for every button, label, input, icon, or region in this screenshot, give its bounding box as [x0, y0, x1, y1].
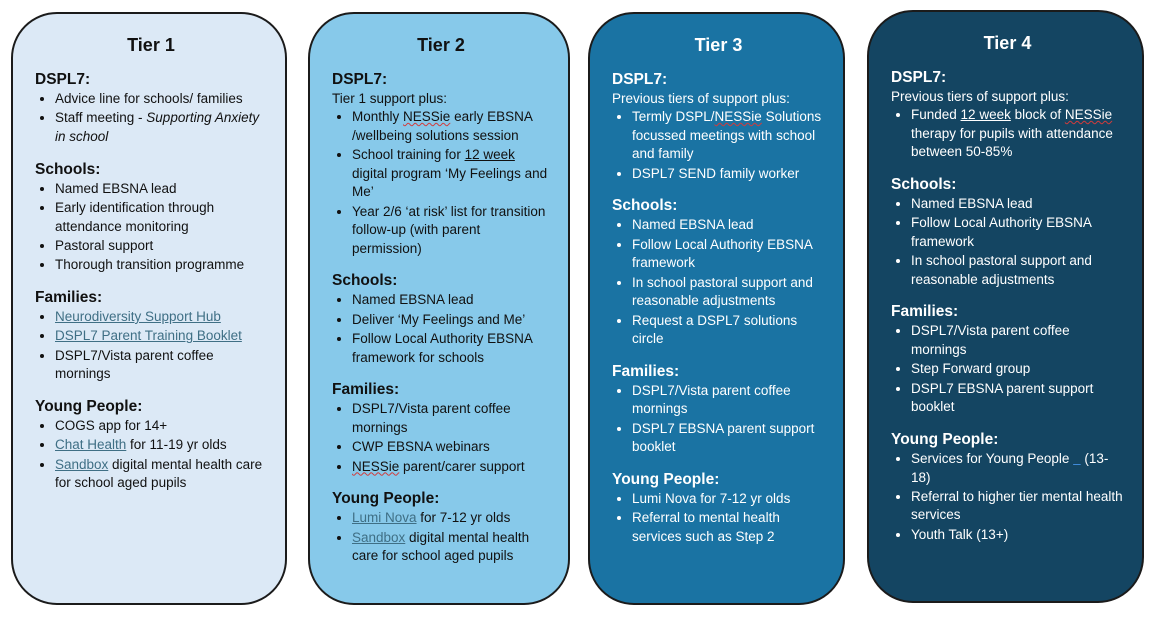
neurodiversity-hub-link[interactable]: Neurodiversity Support Hub	[55, 308, 221, 324]
list-item: • Lumi Nova for 7-12 yr olds	[632, 490, 825, 509]
young-people-section	[891, 430, 1124, 545]
list-item: • Named EBSNA lead	[352, 291, 550, 310]
list-item: • DSPL7 SEND family worker	[632, 165, 825, 184]
list-item	[55, 308, 267, 327]
italic-text: Supporting Anxiety in school	[55, 110, 260, 144]
parent-training-booklet-link[interactable]: DSPL7 Parent Training Booklet	[55, 328, 242, 344]
section-heading: Families:	[612, 362, 680, 380]
dspl-section	[332, 70, 550, 258]
young-people-section	[332, 489, 550, 566]
list-item: • Sandbox digital mental health care for school aged pupils	[55, 456, 267, 493]
list-item: • Deliver ‘My Feelings and Me’	[352, 311, 550, 330]
section-heading: Young People:	[891, 430, 999, 448]
families-list	[891, 322, 1124, 417]
schools-list	[35, 180, 267, 275]
section-heading: DSPL7:	[332, 71, 388, 88]
list-item: • Chat Health for 11-19 yr olds	[55, 436, 267, 455]
list-item: • Termly DSPL/NESSie Solutions focussed meetings with school and family	[632, 108, 825, 164]
section-heading: Families:	[891, 303, 959, 321]
dspl-list	[891, 106, 1124, 162]
list-item: • Monthly NESSie early EBSNA /wellbeing solutions session	[352, 108, 550, 145]
chat-health-link[interactable]: Chat Health	[55, 437, 127, 453]
families-list	[332, 400, 550, 476]
list-item: • DSPL7 EBSNA parent support booklet	[911, 380, 1124, 417]
list-item: • DSPL7 EBSNA parent support booklet	[632, 420, 825, 457]
section-heading: DSPL7:	[891, 69, 947, 86]
section-heading: Young People:	[35, 397, 143, 415]
list-item: • Referral to higher tier mental health services	[911, 488, 1124, 525]
list-item: • CWP EBSNA webinars	[352, 438, 550, 457]
section-heading: Schools:	[35, 160, 101, 178]
schools-section	[332, 271, 550, 367]
list-item: • Follow Local Authority EBSNA framework	[632, 236, 825, 273]
section-intro: Previous tiers of support plus:	[612, 91, 790, 106]
tier-4-card	[867, 10, 1144, 603]
list-item: • Named EBSNA lead	[632, 216, 825, 235]
schools-list	[612, 216, 825, 349]
list-item: • Step Forward group	[911, 360, 1124, 379]
list-item: • DSPL7/Vista parent coffee mornings	[911, 322, 1124, 359]
section-heading: Young People:	[332, 490, 440, 508]
lumi-nova-link[interactable]: Lumi Nova	[352, 510, 417, 526]
schools-section	[891, 175, 1124, 290]
list-item: • Follow Local Authority EBSNA framework for schools	[352, 330, 550, 367]
sandbox-link[interactable]: Sandbox	[352, 529, 406, 545]
section-heading: DSPL7:	[35, 71, 91, 88]
tier-title: Tier 3	[694, 35, 743, 55]
tier-title: Tier 4	[983, 33, 1032, 53]
schools-list	[891, 195, 1124, 290]
young-people-section	[612, 470, 825, 547]
section-heading: Schools:	[612, 197, 678, 215]
list-item: • Advice line for schools/ families	[55, 90, 267, 109]
list-item	[55, 327, 267, 346]
link-marker[interactable]	[1073, 451, 1081, 466]
dspl-section	[891, 68, 1124, 162]
tier-3-card	[588, 12, 845, 605]
tier-2-card	[308, 12, 570, 605]
list-item: • Request a DSPL7 solutions circle	[632, 312, 825, 349]
list-item: • Named EBSNA lead	[55, 180, 267, 199]
dspl-section	[612, 70, 825, 183]
young-people-list	[891, 450, 1124, 545]
section-heading: Schools:	[891, 175, 957, 193]
list-item: • Services for Young People (13-18)	[911, 450, 1124, 487]
families-section	[612, 362, 825, 457]
section-heading: Schools:	[332, 272, 398, 290]
list-item: • Lumi Nova for 7-12 yr olds	[352, 509, 550, 528]
list-item: • Thorough transition programme	[55, 256, 267, 275]
section-intro: Previous tiers of support plus:	[891, 89, 1069, 104]
list-item: • DSPL7/Vista parent coffee mornings	[55, 347, 267, 384]
list-item: • Funded 12 week block of NESSie therapy for pupils with attendance between 50-85%	[911, 106, 1124, 162]
schools-section	[35, 160, 267, 275]
dspl-section	[35, 70, 267, 147]
schools-list	[332, 291, 550, 367]
families-section	[332, 380, 550, 476]
tier-title: Tier 1	[127, 35, 175, 55]
list-item: • Year 2/6 ‘at risk’ list for transition follow-up (with parent permission)	[352, 203, 550, 259]
families-section	[891, 302, 1124, 417]
section-heading: DSPL7:	[612, 71, 668, 88]
families-section	[35, 288, 267, 384]
families-list	[612, 382, 825, 457]
tier-1-card	[11, 12, 287, 605]
dspl-list	[332, 108, 550, 258]
list-item: • DSPL7/Vista parent coffee mornings	[632, 382, 825, 419]
list-item: • COGS app for 14+	[55, 417, 267, 436]
section-intro: Tier 1 support plus:	[332, 91, 448, 106]
list-item: • Sandbox digital mental health care for school aged pupils	[352, 529, 550, 566]
section-heading: Young People:	[612, 470, 720, 488]
tier-title: Tier 2	[417, 35, 465, 55]
section-heading: Families:	[332, 381, 400, 399]
list-item: • Named EBSNA lead	[911, 195, 1124, 214]
list-item: • DSPL7/Vista parent coffee mornings	[352, 400, 550, 437]
young-people-list	[332, 509, 550, 566]
section-heading: Families:	[35, 288, 103, 306]
sandbox-link[interactable]: Sandbox	[55, 456, 109, 472]
list-item: • Staff meeting - Supporting Anxiety in school	[55, 109, 267, 146]
list-item: • In school pastoral support and reasonable adjustments	[632, 274, 825, 311]
list-item: • Pastoral support	[55, 237, 267, 256]
list-item: • Youth Talk (13+)	[911, 526, 1124, 545]
list-item: • Referral to mental health services such as Step 2	[632, 509, 825, 546]
list-item: • Early identification through attendance monitoring	[55, 199, 267, 236]
families-list	[35, 308, 267, 384]
dspl-list	[612, 108, 825, 183]
young-people-list	[612, 490, 825, 547]
list-item: • Follow Local Authority EBSNA framework	[911, 214, 1124, 251]
young-people-list	[35, 417, 267, 493]
schools-section	[612, 196, 825, 349]
dspl-list	[35, 90, 267, 147]
list-item: • NESSie parent/carer support	[352, 458, 550, 477]
list-item: • In school pastoral support and reasonable adjustments	[911, 252, 1124, 289]
young-people-section	[35, 397, 267, 493]
list-item: • School training for 12 week digital program ‘My Feelings and Me’	[352, 146, 550, 202]
